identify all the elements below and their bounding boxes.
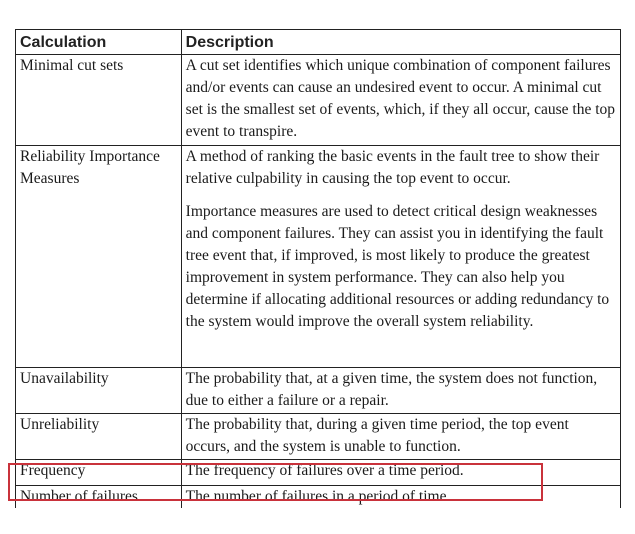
table-row <box>16 368 621 414</box>
table-row <box>16 55 621 146</box>
row-calculation: Unavailability <box>16 368 182 414</box>
row-calculation: Minimal cut sets <box>16 55 182 146</box>
table-row <box>16 414 621 460</box>
table-row <box>16 460 621 486</box>
header-calculation: Calculation <box>16 30 182 55</box>
calculation-table <box>15 29 621 508</box>
row-description: A cut set identifies which unique combination of component failures and/or events can cause an undesired event to occur. A minimal cut set is the smallest set of events, which, if they all occur, cause the top event to transpire. <box>181 55 620 146</box>
row-description: The number of failures in a period of time. <box>181 486 620 509</box>
row-description: A method of ranking the basic events in the fault tree to show their relative culpability in causing the top event to occur. Importance measures are used to detect critical design weaknesses and component failures. They can assist you in identifying the fault tree event that, if improved, is most likely to produce the greatest improvement in system performance. They can also help you determine if allocating additional resources or adding redundancy to the system would improve the overall system reliability. <box>181 146 620 368</box>
table-row <box>16 146 621 368</box>
table-row <box>16 486 621 509</box>
row-calculation: Frequency <box>16 460 182 486</box>
header-description: Description <box>181 30 620 55</box>
row-calculation: Unreliability <box>16 414 182 460</box>
row-description: The frequency of failures over a time period. <box>181 460 620 486</box>
row-description: The probability that, during a given time period, the top event occurs, and the system is unable to function. <box>181 414 620 460</box>
table-header-row <box>16 30 621 55</box>
row-calculation: Reliability Importance Measures <box>16 146 182 368</box>
row-description: The probability that, at a given time, the system does not function, due to either a failure or a repair. <box>181 368 620 414</box>
row-calculation: Number of failures <box>16 486 182 509</box>
